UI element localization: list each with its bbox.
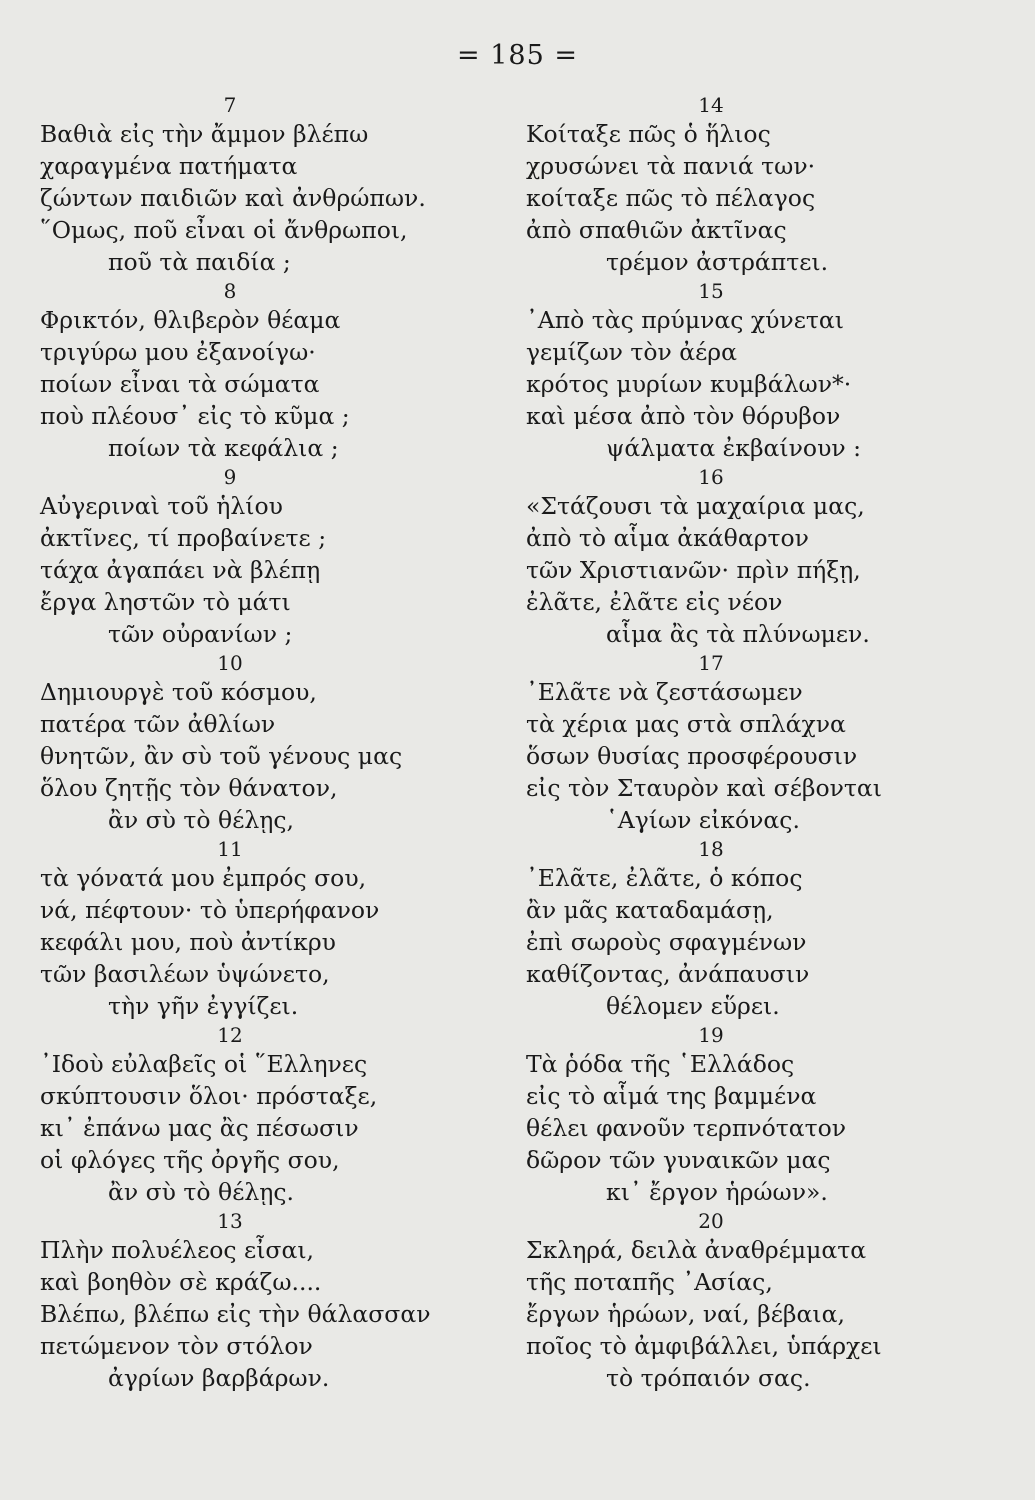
verse-line: ζώντων παιδιῶν καὶ ἀνθρώπων. [40,184,426,212]
verse-line: ὅσων θυσίας προσφέρουσιν [526,742,858,770]
stanza-number: 17 [698,651,724,675]
verse-line: χαραγμένα πατήματα [40,152,298,180]
verse-line: Κοίταξε πῶς ὁ ἥλιος [526,120,771,148]
verse-line: τῶν οὐρανίων ; [108,620,293,648]
verse-line: «Στάζουσι τὰ μαχαίρια μας, [526,492,865,520]
verse-line: κι᾿ ἔργον ἡρώων». [606,1178,828,1206]
verse-line: ὅλου ζητῇς τὸν θάνατον, [40,774,338,802]
verse-line: καὶ βοηθὸν σὲ κράζω.... [40,1268,322,1296]
stanza-number: 16 [698,465,724,489]
verse-line: τὰ χέρια μας στὰ σπλάχνα [526,710,846,738]
verse-line: Τὰ ῥόδα τῆς ῾Ελλάδος [526,1050,795,1078]
verse-line: γεμίζων τὸν ἀέρα [526,338,737,366]
verse-line: ἔργα ληστῶν τὸ μάτι [40,588,291,616]
left-column [40,92,520,1394]
stanza-number: 10 [217,651,243,675]
verse-line: Δημιουργὲ τοῦ κόσμου, [40,678,317,706]
verse-line: ἀπὸ σπαθιῶν ἀκτῖνας [526,216,787,244]
stanza-number: 12 [217,1023,243,1047]
verse-line: καὶ μέσα ἀπὸ τὸν θόρυβον [526,402,841,430]
verse-line: ῞Ομως, ποῦ εἶναι οἱ ἄνθρωποι, [40,216,408,244]
verse-line: τὴν γῆν ἐγγίζει. [108,992,299,1020]
verse-line: εἰς τὸν Σταυρὸν καὶ σέβονται [526,774,882,802]
stanza-number: 19 [698,1023,724,1047]
verse-line: Πλὴν πολυέλεος εἶσαι, [40,1236,315,1264]
verse-line: χρυσώνει τὰ πανιά των· [526,152,816,180]
stanza-number: 15 [698,279,724,303]
verse-line: ἀκτῖνες, τί προβαίνετε ; [40,524,327,552]
verse-line: ᾿Ιδοὺ εὐλαβεῖς οἱ ῞Ελληνες [40,1050,368,1078]
verse-line: ποῖος τὸ ἀμφιβάλλει, ὑπάρχει [526,1332,882,1360]
stanza-number: 7 [223,93,237,117]
verse-line: Βαθιὰ εἰς τὴν ἄμμον βλέπω [40,120,369,148]
verse-line: ἀπὸ τὸ αἷμα ἀκάθαρτον [526,524,809,552]
verse-line: κρότος μυρίων κυμβάλων*· [526,370,852,398]
verse-line: ᾿Ελᾶτε νὰ ζεστάσωμεν [526,678,803,706]
verse-line: ῾Αγίων εἰκόνας. [606,806,800,834]
verse-line: τῶν Χριστιανῶν· πρὶν πήξῃ, [526,556,861,584]
verse-line: ἂν μᾶς καταδαμάσῃ, [526,896,774,924]
verse-line: τῆς ποταπῆς ᾿Ασίας, [526,1268,773,1296]
verse-line: σκύπτουσιν ὅλοι· πρόσταξε, [40,1082,378,1110]
verse-line: κεφάλι μου, ποὺ ἀντίκρυ [40,928,336,956]
verse-line: πετώμενον τὸν στόλον [40,1332,313,1360]
verse-line: θέλει φανοῦν τερπνότατον [526,1114,847,1142]
verse-line: ἔργων ἡρώων, ναί, βέβαια, [526,1300,845,1328]
right-column [526,92,1006,1394]
verse-line: πατέρα τῶν ἀθλίων [40,710,276,738]
stanza-number: 8 [223,279,237,303]
stanza-number: 11 [217,837,243,861]
verse-line: ἀγρίων βαρβάρων. [108,1364,330,1392]
verse-line: Βλέπω, βλέπω εἰς τὴν θάλασσαν [40,1300,431,1328]
verse-line: ἐπὶ σωροὺς σφαγμένων [526,928,807,956]
verse-line: νά, πέφτουν· τὸ ὑπερήφανον [40,896,380,924]
verse-line: ᾿Απὸ τὰς πρύμνας χύνεται [526,306,844,334]
verse-line: τὸ τρόπαιόν σας. [606,1364,811,1392]
verse-line: κι᾿ ἐπάνω μας ἂς πέσωσιν [40,1114,359,1142]
verse-line: τὰ γόνατά μου ἐμπρός σου, [40,864,367,892]
verse-line: Αὐγεριναὶ τοῦ ἡλίου [40,492,283,520]
verse-line: ποῦ τὰ παιδία ; [108,248,291,276]
verse-line: ἂν σὺ τὸ θέλῃς, [108,806,294,834]
verse-line: τῶν βασιλέων ὑψώνετο, [40,960,330,988]
verse-line: καθίζοντας, ἀνάπαυσιν [526,960,810,988]
verse-line: οἱ φλόγες τῆς ὀργῆς σου, [40,1146,340,1174]
verse-line: αἷμα ἂς τὰ πλύνωμεν. [606,620,870,648]
verse-line: θέλομεν εὕρει. [606,992,780,1020]
verse-line: ἂν σὺ τὸ θέλῃς. [108,1178,294,1206]
stanza-number: 14 [698,93,724,117]
verse-line: Φρικτόν, θλιβερὸν θέαμα [40,306,341,334]
verse-line: ποίων εἶναι τὰ σώματα [40,370,320,398]
verse-line: ποὺ πλέουσ᾽ εἰς τὸ κῦμα ; [40,402,350,430]
page-number: = 185 = [457,40,578,71]
stanza-number: 18 [698,837,724,861]
verse-line: Σκληρά, δειλὰ ἀναθρέμματα [526,1236,867,1264]
verse-line: δῶρον τῶν γυναικῶν μας [526,1146,831,1174]
verse-line: εἰς τὸ αἷμά της βαμμένα [526,1082,817,1110]
stanza-number: 13 [217,1209,243,1233]
verse-line: τάχα ἀγαπάει νὰ βλέπῃ [40,556,321,584]
verse-line: ποίων τὰ κεφάλια ; [108,434,339,462]
verse-line: τρέμον ἀστράπτει. [606,248,829,276]
verse-line: τριγύρω μου ἐξανοίγω· [40,338,316,366]
verse-line: ψάλματα ἐκβαίνουν : [606,434,862,462]
verse-line: ᾿Ελᾶτε, ἐλᾶτε, ὁ κόπος [526,864,803,892]
stanza-number: 20 [698,1209,724,1233]
stanza-number: 9 [223,465,237,489]
verse-line: θνητῶν, ἂν σὺ τοῦ γένους μας [40,742,403,770]
verse-line: κοίταξε πῶς τὸ πέλαγος [526,184,816,212]
verse-line: ἐλᾶτε, ἐλᾶτε εἰς νέον [526,588,783,616]
